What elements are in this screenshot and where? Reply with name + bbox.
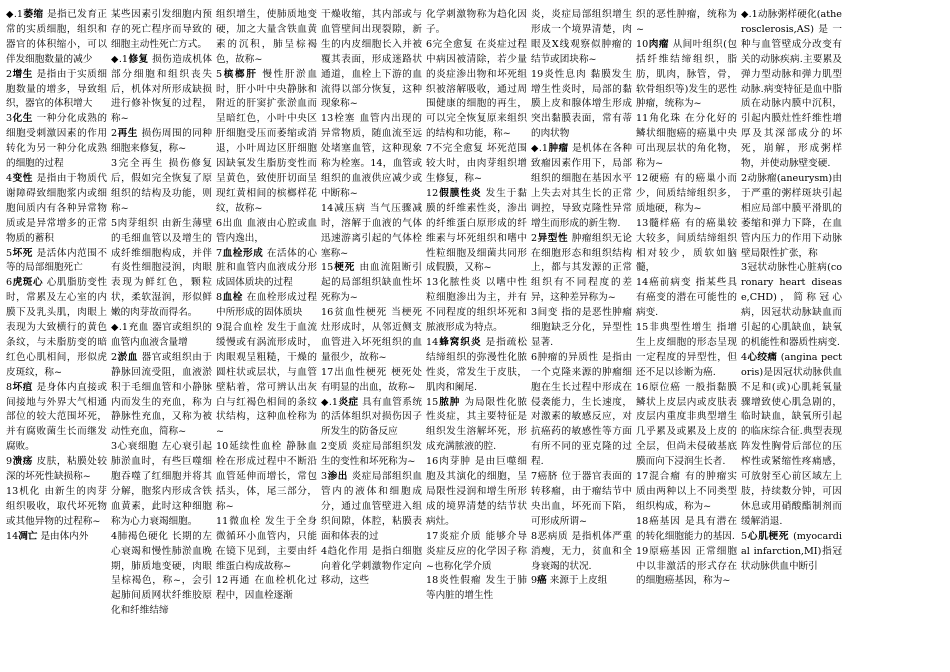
glossary-entry — [636, 381, 737, 470]
entry-text: 发生于黏膜的纤维素性炎，渗出的纤维蛋白原形成的纤维素与坏死组织和嗜中性粒细胞及细菌共同形成假膜，又称~ — [426, 187, 527, 274]
entry-number: 5 — [6, 247, 13, 259]
glossary-entry — [531, 8, 632, 68]
entry-number: 13 — [6, 486, 19, 497]
entry-text: 肿瘤组织无论在细胞形态和组织结构上，都与其发源的正常组织有不同程度的差异，这种差异称为~ — [531, 232, 632, 304]
entry-text: 恶病质 是指机体严重消瘦，无力，贫血和全身衰竭的状况. — [531, 530, 632, 572]
entry-number: 6 — [216, 217, 223, 229]
entry-text: 完全愈复 在炎症过程中病因被清除，若少量的炎症渗出物和坏死组织被溶解吸收，通过周围健康的细胞的再生，可以完全恢复原来组织的结构和功能，称~ — [426, 38, 527, 140]
entry-term: 异型性 — [537, 232, 569, 244]
entry-term: 增生 — [12, 68, 33, 80]
entry-number: 2 — [741, 172, 748, 184]
entry-term: 凋亡 — [18, 530, 38, 542]
glossary-entry — [741, 530, 842, 575]
glossary-entry — [216, 321, 317, 440]
text-column — [6, 8, 107, 668]
entry-term: 肿瘤 — [548, 143, 569, 155]
glossary-entry — [531, 351, 632, 470]
entry-text: 原癌基因 正常细胞中以非激活的形式存在的细胞癌基因，称为~ — [636, 545, 737, 587]
entry-text: 具有血管系统的活体组织对损伤因子所发生的防备反应 — [321, 396, 422, 438]
entry-text: 微血栓 发生于全身微循环小血管内，只能在镜下见到，主要由纤维蛋白构成故称~ — [216, 515, 317, 572]
entry-text: 是指由于实质细胞数量的增多，导致组织，器官的体积增大 — [6, 68, 107, 110]
glossary-entry — [6, 485, 107, 530]
entry-text: 炎症介质 能够介导炎症反应的化学因子称~也称化学介质 — [426, 530, 527, 572]
entry-term: 坏死 — [12, 247, 33, 259]
entry-text: 化脓性炎 以嗜中性粒细胞渗出为主，并有不同程度的组织坏死和脓液形成为特点。 — [426, 277, 527, 334]
entry-number: 7 — [216, 247, 223, 259]
entry-text: 炎症局部组织血管内的液体和细胞成分，通过血管壁进入组织间隙，体腔，粘膜表面和体表的过 — [321, 471, 422, 542]
glossary-entry — [531, 142, 632, 231]
glossary-entry — [111, 351, 212, 440]
entry-text: 肿瘤的异质性 是指由一个克隆来源的肿瘤细胞在生长过程中形成在侵袭能力，生长速度，对激素的敏感反应，对抗癌药的敏感性等方面有所不同的亚克隆的过程. — [531, 351, 632, 468]
text-column — [531, 8, 632, 668]
entry-bullet: ◆ — [111, 322, 119, 334]
entry-number: 19 — [636, 545, 649, 557]
entry-text: 心衰细胞 左心衰引起肺淤血时，有些巨噬细胞吞噬了红细胞并将其分解，胞浆内形成含铁血黄素，此时这种细胞称为心力衰竭细胞。 — [111, 441, 212, 527]
entry-number: 3 — [6, 113, 13, 125]
entry-text: 完全再生 损伤修复后，假如完全恢复了原组织的结构及功能，则称~ — [111, 158, 212, 214]
glossary-entry — [6, 247, 107, 277]
glossary-entry — [636, 38, 737, 113]
entry-text: 混合瘤 有的肿瘤实质由两种以上不同类型组织构成，称为~ — [636, 471, 737, 512]
glossary-entry — [321, 8, 422, 112]
entry-term: 蜂窝织炎 — [438, 336, 482, 348]
entry-number: 3 — [111, 441, 118, 453]
entry-text: 由血流阻断引起的局部组织缺血性坏死称为~ — [321, 262, 422, 304]
entry-text: (angina pectoris)是因冠状动脉供血不足和(或)心肌耗氧量骤增致使心肌急剧的，临时缺血，缺氧所引起的临床综合征.典型表现阵发性胸骨后部位的压榨性或紧缩性疼痛感，可放射至心前区域左上肢，持续数分钟，可因休息或用硝酸酯制剂而缓解消退. — [741, 351, 842, 527]
entry-number: 6 — [426, 38, 433, 50]
entry-number: 15 — [426, 396, 439, 408]
glossary-entry — [741, 8, 842, 172]
entry-number: 17 — [636, 471, 649, 483]
entry-term: 心肌梗死 — [747, 530, 790, 542]
entry-text: 间变 指的是恶性肿瘤细胞缺乏分化，异型性显著. — [531, 307, 632, 348]
entry-number: 5 — [216, 68, 223, 80]
glossary-entry — [111, 8, 212, 53]
entry-number: 4 — [741, 351, 748, 363]
entry-term: 虎斑心 — [12, 277, 44, 289]
entry-text: 损伤周围的同种细胞来修复，称~ — [111, 128, 212, 155]
entry-term: 梗死 — [333, 262, 356, 274]
entry-number: 13 — [321, 113, 334, 125]
entry-term: 脓肿 — [438, 396, 461, 408]
entry-text: 一种分化成熟的细胞受刺激因素的作用转化为另一种分化成熟的细胞的过程 — [6, 113, 107, 170]
entry-number: 3 — [531, 307, 538, 319]
entry-text: 皮肤，粘膜处较深的坏死性缺损称~ — [6, 456, 107, 483]
glossary-entry — [741, 261, 842, 350]
entry-text: 贫血性梗死 当梗死灶形成时，从邻近侧支血管进入坏死组织的血量很少，故称~ — [321, 307, 422, 363]
entry-text: 炎，炎症局部组织增生形成一个境界清楚，肉眼及X线观察似肿瘤的结节或团块称~ — [531, 9, 632, 65]
entry-number: 2 — [111, 351, 118, 363]
entry-number: 9 — [6, 456, 13, 468]
entry-text: 炎性假瘤 发生于肺等内脏的增生性 — [426, 575, 527, 602]
text-column — [741, 8, 842, 668]
entry-number: 18 — [426, 575, 439, 587]
entry-term: 再生 — [117, 128, 138, 140]
glossary-entry — [111, 157, 212, 217]
glossary-entry — [636, 470, 737, 515]
entry-number: 3 — [741, 262, 748, 274]
entry-number: 19 — [531, 68, 544, 80]
entry-text: 干燥收缩，其内部或与血管壁间出现裂隙，新生的内皮细胞长入并被覆其表面，形成迷路状通道，血栓上下游的血流得以部分恢复，这种现象称~ — [321, 9, 422, 110]
entry-text: 非典型性增生 指增生上皮细胞的形态呈现一定程度的异型性，但还不足以诊断为癌. — [636, 322, 737, 378]
glossary-entry — [426, 276, 527, 336]
glossary-entry — [111, 530, 212, 619]
glossary-entry — [426, 336, 527, 396]
entry-text: 是机体在各种致瘤因素作用下，局部组织的细胞在基因水平上失去对其生长的正常调控，导致克隆性异常增生而形成的新生物. — [531, 143, 632, 229]
entry-text: 癌脐 位于器官表面的转移瘤，由于瘤结节中央出血，坏死而下陷，可形成所谓~ — [531, 471, 632, 527]
entry-text: 动脉粥样硬化(atherosclerosis,AS)是一种与血管壁成分改变有关的动脉疾病.主要累及弹力型动脉和弹力肌型动脉.病变特征是血中脂质在动脉内膜中沉积，引起内膜灶性纤维性增厚及其深部成分的坏死，崩解，形成粥样物，并使动脉壁变硬. — [741, 9, 842, 170]
entry-text: 延续性血栓 静脉血栓在形成过程中不断沿血管延伸而增长，常包括头，体，尾三部分，称~ — [216, 441, 317, 512]
entry-text: 肉芽肿 是由巨噬细胞及其演化的细胞，呈局限性浸润和增生所形成的境界清楚的结节状病灶。 — [426, 456, 527, 527]
entry-number: 14 — [426, 336, 439, 348]
glossary-entry — [216, 291, 317, 321]
entry-number: 17 — [321, 366, 334, 378]
glossary-entry — [216, 68, 317, 217]
entry-text: 角化珠 在分化好的鳞状细胞癌的癌巢中央可出现层状的角化物，称为~ — [636, 113, 737, 170]
entry-number: 8 — [531, 530, 538, 542]
glossary-entry — [636, 8, 737, 38]
entry-number: 5 — [111, 217, 118, 229]
glossary-entry — [111, 321, 212, 351]
entry-number: 12 — [426, 187, 439, 199]
entry-text: 是活体内范围不等的局部细胞死亡 — [6, 247, 107, 274]
entry-term: 变性 — [12, 172, 33, 184]
text-column — [111, 8, 212, 668]
entry-text: 栓塞 血管内出现的异常物质，随血流至远处堵塞血管，这种现象称为栓塞。14，血管或组织的血液供应减少或中断称~ — [321, 113, 422, 199]
entry-number: 8 — [6, 381, 13, 393]
entry-term: 坏疽 — [12, 381, 33, 393]
glossary-entry — [216, 247, 317, 292]
entry-text: 为局限性化脓性炎症，其主要特征是组织发生溶解坏死，形成充满脓液的腔. — [426, 396, 527, 453]
glossary-entry — [531, 574, 632, 589]
entry-number: 10 — [216, 441, 229, 453]
entry-number: .1 — [748, 9, 758, 20]
glossary-entry — [6, 276, 107, 380]
entry-number: 4 — [6, 172, 13, 184]
entry-number: 12 — [636, 172, 649, 184]
entry-number: 14 — [6, 530, 19, 542]
entry-term: 癌 — [537, 575, 547, 587]
glossary-entry — [741, 351, 842, 530]
entry-number: 2 — [111, 128, 118, 140]
text-column — [636, 8, 737, 668]
entry-term: 炎症 — [338, 396, 359, 408]
entry-number: 15 — [321, 262, 334, 274]
entry-text: 动脉瘤(aneurysm)由于严重的粥样斑块引起相应局部中膜平滑肌的萎缩和弹力下降，在血管内压力的作用下动脉壁局限性扩张，称 — [741, 172, 842, 259]
entry-term: 渗出 — [327, 471, 348, 483]
entry-number: 3 — [321, 471, 328, 483]
entry-number: 12 — [216, 575, 229, 587]
entry-text: 炎性息肉 黏膜发生增生性炎时，局部的黏膜上皮和腺体增生形成突出黏膜表面，常有蒂的肉状物 — [531, 68, 632, 140]
entry-bullet: ◆ — [6, 9, 14, 20]
glossary-entry — [531, 232, 632, 307]
entry-text: (myocardial infarction,MI)指冠状动脉供血中断引 — [741, 530, 842, 572]
entry-number: 2 — [531, 232, 538, 244]
glossary-entry — [426, 187, 527, 276]
entry-text: 肺褐色硬化 长期的左心衰竭和慢性肺淤血晚期，肺质地变硬，肉眼呈棕褐色，称~，会引起肺间质网状纤维胶原化和纤维结缔 — [111, 530, 212, 617]
glossary-entry — [111, 53, 212, 128]
glossary-entry — [6, 381, 107, 456]
entry-term: 槟榔肝 — [222, 68, 258, 80]
entry-text: 化学刺激物称为趋化因子。 — [426, 9, 527, 35]
entry-number: 11 — [636, 113, 649, 125]
entry-text: 趋化作用 是指白细胞向着化学刺激物作定向移动，这些 — [321, 545, 422, 587]
entry-text: 出血性梗死 梗死处有明显的出血，故称~ — [321, 366, 422, 393]
entry-text: 是身体内直接或间接地与外界大气相通部位的较大范围坏死，并有腐败菌生长而继发腐败。 — [6, 381, 107, 453]
entry-number: 13 — [636, 217, 649, 229]
glossary-entry — [111, 217, 212, 321]
entry-number: .1 — [13, 9, 23, 20]
glossary-entry — [216, 217, 317, 247]
entry-text: 从间叶组织(包括纤维结缔组织，脂肪，肌肉，脉管，骨，软骨组织等)发生的恶性肿瘤，统称为~ — [636, 38, 737, 110]
glossary-entry — [216, 574, 317, 604]
entry-text: 损伤造成机体部分细胞和组织丧失后，机体对所形成缺损进行修补恢复的过程，称~ — [111, 53, 212, 125]
entry-term: 心绞痛 — [747, 351, 778, 363]
entry-number: 2 — [321, 441, 328, 453]
glossary-entry — [426, 142, 527, 187]
text-column — [216, 8, 317, 668]
entry-number: 4 — [321, 545, 328, 557]
entry-term: 萎缩 — [23, 9, 44, 20]
glossary-entry — [426, 8, 527, 38]
entry-number: 7 — [426, 143, 433, 155]
glossary-entry — [636, 545, 737, 590]
glossary-entry — [216, 8, 317, 68]
entry-text: 充血 器官或组织的血管内血液含量增 — [111, 322, 212, 348]
glossary-entry — [531, 530, 632, 575]
entry-term: 血栓 — [222, 292, 243, 304]
glossary-entry — [6, 112, 107, 172]
entry-text: 是指由于物质代谢障碍致细胞浆内或细胞间质内有各种异常物质或是异常增多的正常物质的蓄积 — [6, 172, 107, 244]
glossary-entry — [321, 440, 422, 470]
entry-number: 8 — [216, 292, 223, 304]
entry-number: 6 — [531, 351, 538, 363]
glossary-entry — [6, 8, 107, 68]
entry-term: 化生 — [12, 113, 33, 125]
entry-number: 9 — [531, 575, 538, 587]
entry-number: 5 — [741, 530, 748, 542]
entry-number: .1 — [328, 396, 338, 408]
entry-text: 织的恶性肿瘤，统称为~ — [636, 9, 737, 35]
entry-bullet: ◆ — [741, 9, 749, 20]
glossary-entry — [741, 172, 842, 261]
entry-number: 10 — [636, 38, 649, 50]
entry-text: 在活体的心脏和血管内血液成分形成固体质块的过程 — [216, 247, 317, 289]
entry-text: 硬癌 有的癌巢小而少，间质结缔组织多，质地硬，称为~ — [636, 172, 737, 214]
glossary-entry — [321, 470, 422, 545]
entry-text: 组织增生，使肺质地变硬，加之大量含铁血黄素的沉积，肺呈棕褐色，故称~ — [216, 9, 317, 65]
entry-text: 髓样癌 有的癌巢较大较多，间质结缔组织相对较少，质软如脑髓， — [636, 217, 737, 274]
glossary-entry — [321, 112, 422, 201]
glossary-entry — [6, 172, 107, 247]
glossary-entry — [321, 202, 422, 262]
entry-text: 再通 在血栓机化过程中，因血栓逐渐 — [216, 575, 317, 602]
glossary-entry — [636, 276, 737, 321]
entry-bullet: ◆ — [321, 396, 329, 408]
glossary-entry — [321, 366, 422, 396]
glossary-entry — [531, 470, 632, 530]
entry-number: 16 — [636, 381, 649, 393]
entry-number: 9 — [216, 322, 223, 334]
entry-text: 在血栓形成过程中所形成的固体质块 — [216, 292, 317, 319]
entry-number: 11 — [216, 515, 229, 527]
entry-term: 溃疡 — [12, 456, 33, 468]
glossary-entry — [111, 127, 212, 157]
entry-number: 6 — [6, 277, 13, 289]
glossary-entry — [636, 112, 737, 172]
entry-text: 来源于上皮组 — [549, 575, 608, 587]
glossary-entry — [531, 68, 632, 143]
entry-term: 血栓形成 — [222, 247, 264, 259]
glossary-entry — [426, 396, 527, 456]
entry-number: 7 — [531, 471, 538, 483]
entry-term: 假膜性炎 — [438, 187, 482, 199]
entry-term: 修复 — [128, 53, 149, 65]
glossary-entry — [321, 306, 422, 366]
glossary-entry — [321, 396, 422, 441]
entry-number: 2 — [6, 68, 13, 80]
entry-text: 某些因素引发细胞内预存的死亡程序而导致的细胞主动性死亡方式。 — [111, 9, 212, 50]
entry-text: 是指已发育正常的实质细胞，组织和器官的体积缩小，可以伴发细胞数量的减少 — [6, 9, 107, 65]
entry-number: .1 — [118, 322, 128, 334]
glossary-entry — [636, 321, 737, 381]
glossary-entry — [216, 440, 317, 515]
text-column — [426, 8, 527, 668]
entry-number: 4 — [111, 530, 118, 542]
entry-text: 癌基因 是具有潜在的转化细胞能力的基因. — [636, 515, 737, 542]
entry-text: 变质 炎症局部组织发生的变性和坏死称为~ — [321, 441, 422, 468]
entry-number: 14 — [321, 202, 334, 214]
glossary-entry — [636, 515, 737, 545]
entry-number: 18 — [636, 515, 649, 527]
entry-text: 癌前病变 指某些具有癌变的潜在可能性的病变. — [636, 277, 737, 319]
entry-number: 16 — [321, 307, 334, 319]
entry-term: 淤血 — [117, 351, 138, 363]
glossary-entry — [111, 440, 212, 529]
glossary-entry — [6, 530, 107, 545]
entry-text: 冠状动脉性心脏病(coronary heart disease,CHD)，简称冠心病，因冠状动脉缺血而引起的心肌缺血，缺氧的机能性和器质性病变. — [741, 262, 842, 348]
glossary-entry — [636, 172, 737, 217]
glossary-entry — [321, 545, 422, 590]
entry-number: 14 — [636, 277, 649, 289]
entry-text: 出血 血液由心腔或血管内逸出， — [216, 217, 317, 244]
entry-text: 心肌脂肪变性时，常累及左心室的内膜下及乳头肌，肉眼上表现为大致横行的黄色条纹，与未脂肪变的暗红色心肌相间，形似虎皮斑纹，称~ — [6, 277, 107, 378]
glossary-entry — [636, 217, 737, 277]
glossary-entry — [426, 530, 527, 575]
entry-text: 慢性肝淤血时，肝小叶中央静脉和附近的肝窦扩张淤血而呈暗红色，小叶中央区肝细胞受压而萎缩或消退，小叶周边区肝细胞因缺氧发生脂肪变性而呈黄色，致使肝切面呈现红黄相间的槟榔样花纹，故称~ — [216, 68, 317, 214]
entry-text: 机化 由新生的肉芽组织吸收，取代坏死物或其他异物的过程称~ — [6, 486, 107, 527]
entry-bullet: ◆ — [531, 143, 539, 155]
entry-text: 原位癌 一般指黏膜鳞状上皮层内或皮肤表皮层内重度非典型增生几乎累及或累及上皮的全层，但尚未侵破基底膜而向下浸润生长者. — [636, 381, 737, 468]
glossary-entry — [426, 38, 527, 142]
glossary-entry — [426, 574, 527, 604]
entry-number: 13 — [426, 277, 439, 289]
entry-bullet: ◆ — [111, 53, 119, 65]
entry-text: 不完全愈复 坏死范围较大时，由肉芽组织增生修复，称~ — [426, 143, 527, 184]
entry-text: 肉芽组织 由新生薄壁的毛细血管以及增生的成纤维细胞构成，并伴有炎性细胞浸润，肉眼表现为鲜红色，颗粒状，柔软湿润，形似鲜嫩的肉芽故而得名。 — [111, 217, 212, 319]
glossary-entry — [531, 306, 632, 351]
glossary-entry — [216, 515, 317, 575]
entry-number: .1 — [538, 143, 548, 155]
entry-text: 混合血栓 发生于血流缓慢或有涡流形成时，肉眼观呈粗糙，干燥的圆柱状或层状，与血管壁粘着，常可辨认出灰白与红褐色相间的条纹状结构，这种血栓称为~ — [216, 322, 317, 438]
entry-number: 16 — [426, 456, 439, 468]
entry-number: .1 — [118, 53, 128, 65]
glossary-entry — [426, 455, 527, 530]
glossary-entry — [6, 455, 107, 485]
glossary-entry — [6, 68, 107, 113]
entry-term: 肉瘤 — [648, 38, 669, 50]
entry-number: 15 — [636, 322, 649, 334]
entry-text: 是指疏松结缔组织的弥漫性化脓性炎，常发生于皮肤，肌肉和阑尾. — [426, 336, 527, 393]
text-column — [321, 8, 422, 668]
entry-text: 是由体内外 — [40, 530, 89, 542]
entry-number: 3 — [111, 158, 118, 170]
entry-text: 器官或组织由于静脉回流受阻，血液淤积于毛细血管和小静脉内而发生的充血，称为静脉性充血，又称为被动性充血，简称~ — [111, 351, 212, 438]
entry-number: 17 — [426, 530, 439, 542]
entry-text: 减压病 当气压骤减时，溶解于血液的气体迅速游离引起的气体栓塞称~ — [321, 202, 422, 259]
glossary-entry — [321, 261, 422, 306]
